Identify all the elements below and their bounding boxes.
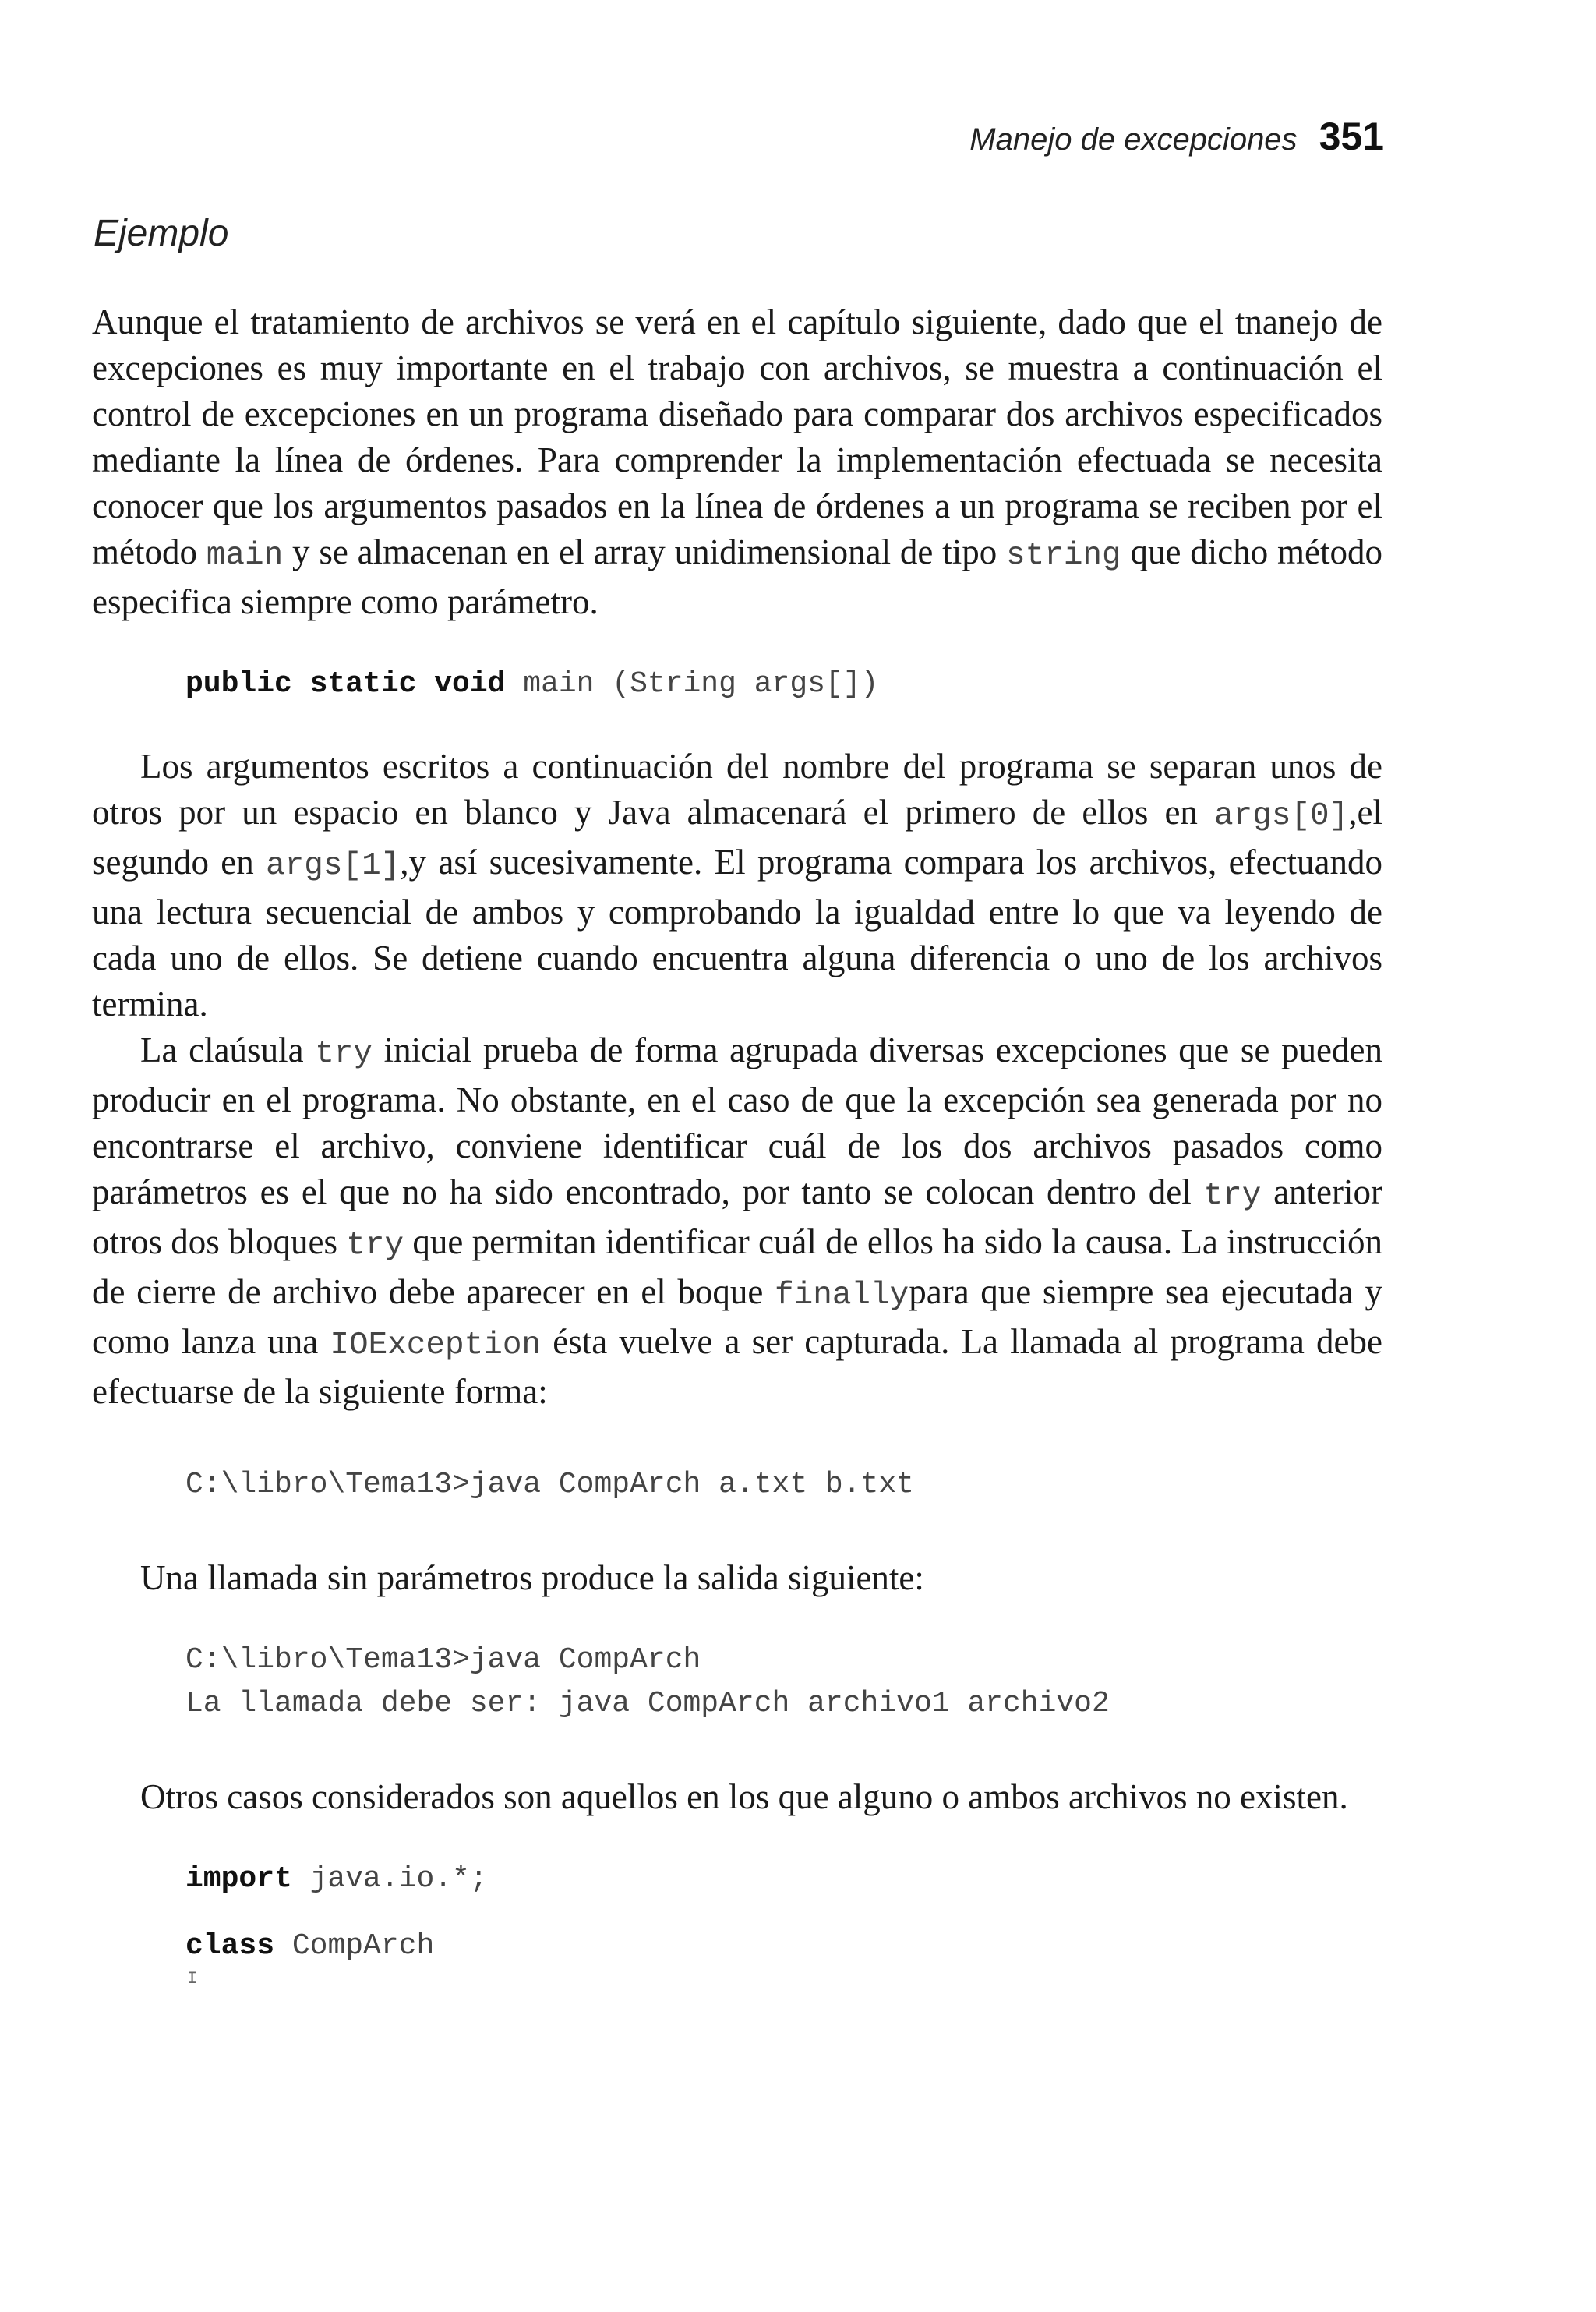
running-header — [969, 114, 1384, 159]
code-output-line: La llamada debe ser: java CompArch archivo1 archivo2 — [185, 1687, 1110, 1720]
code-keyword: public static void — [185, 667, 506, 701]
paragraph-arguments-text-b: ,el segundo en — [92, 793, 1382, 882]
inline-code-try: try — [346, 1228, 404, 1264]
code-keyword: import — [185, 1862, 292, 1896]
code-main-signature — [185, 663, 1382, 706]
inline-code-finally: finally — [775, 1278, 909, 1313]
paragraph-intro-text-a: Aunque el tratamiento de archivos se verá en el capítulo siguiente, dado que el tnanejo de excepciones es muy importante en el trabajo con archivos, se muestra a continuación el control de excepciones en un programa diseñado para comparar dos archivos especificados mediante la línea de órdenes. Para comprender la implementación efectuada se necesita conocer que los argumentos pasados en la línea de órdenes a un programa se reciben por el método — [92, 302, 1382, 571]
paragraph-arguments-text-c: ,y así sucesivamente. El programa compara los archivos, efectuando una lectura secuencial de ambos y comprobando la igualdad entre lo que va leyendo de cada uno de ellos. Se detiene cuando encuentra alguna diferencia o uno de los archivos termina. — [92, 843, 1382, 1023]
paragraph-try — [92, 1027, 1382, 1415]
code-text: CompArch — [274, 1929, 435, 1963]
paragraph-try-text-a: La claúsula — [140, 1031, 316, 1069]
inline-code-try: try — [1203, 1178, 1262, 1214]
inline-code-args0: args[0] — [1214, 798, 1349, 834]
running-header-section: Manejo de excepciones — [969, 122, 1298, 157]
paragraph-intro — [92, 299, 1382, 625]
paragraph-no-params: Una llamada sin parámetros produce la salida siguiente: — [140, 1558, 924, 1597]
inline-code-args1: args[1] — [266, 848, 401, 884]
code-text: main (String args[]) — [505, 667, 879, 701]
inline-code-ioexception: IOException — [330, 1327, 542, 1363]
inline-code-try: try — [315, 1036, 373, 1072]
paragraph-try-text-b: inicial prueba de forma agrupada diversas excepciones que se pueden producir en el programa. No obstante, en el caso de que la excepción sea generada por no encontrarse el archivo, conviene identificar cuál de los dos archivos pasados como parámetros es el que no ha sido encontrado, por tanto se colocan dentro del — [92, 1031, 1382, 1211]
inline-code-main: main — [206, 538, 284, 574]
paragraph-try-text-f: ésta vuelve a ser capturada. La llamada al programa debe efectuarse de la siguiente forma: — [92, 1322, 1382, 1411]
code-text: java.io.*; — [291, 1862, 488, 1896]
paragraph-arguments — [92, 744, 1382, 1027]
code-output-line: C:\libro\Tema13>java CompArch — [185, 1643, 701, 1677]
code-import — [185, 1858, 1382, 1901]
paragraph-intro-text-c: que dicho método especifica siempre como parámetro. — [92, 532, 1383, 621]
inline-code-string: string — [1006, 538, 1121, 574]
paragraph-try-text-e: para que siempre sea ejecutada y como lanza una — [92, 1272, 1383, 1361]
trailing-mark: I — [187, 1969, 198, 1989]
page-content — [92, 299, 1382, 1990]
paragraph-intro-text-b: y se almacenan en el array unidimensional de tipo — [283, 532, 1007, 571]
section-title: Ejemplo — [94, 213, 229, 254]
code-class-declaration — [185, 1925, 1382, 1968]
code-keyword: class — [185, 1929, 275, 1963]
paragraph-arguments-text-a: Los argumentos escritos a continuación del nombre del programa se separan unos de otros por un espacio en blanco y Java almacenará el primero de ellos en — [92, 747, 1382, 832]
paragraph-other-cases: Otros casos considerados son aquellos en los que alguno o ambos archivos no existen. — [140, 1777, 1348, 1816]
code-command-call: C:\libro\Tema13>java CompArch a.txt b.txt — [185, 1468, 914, 1501]
page-number: 351 — [1319, 115, 1384, 158]
paragraph-try-text-d: que permitan identificar cuál de ellos ha sido la causa. La instrucción de cierre de archivo debe aparecer en el boque — [92, 1222, 1382, 1311]
paragraph-try-text-c: anterior otros dos bloques — [92, 1172, 1382, 1261]
code-command-output — [185, 1639, 1382, 1726]
